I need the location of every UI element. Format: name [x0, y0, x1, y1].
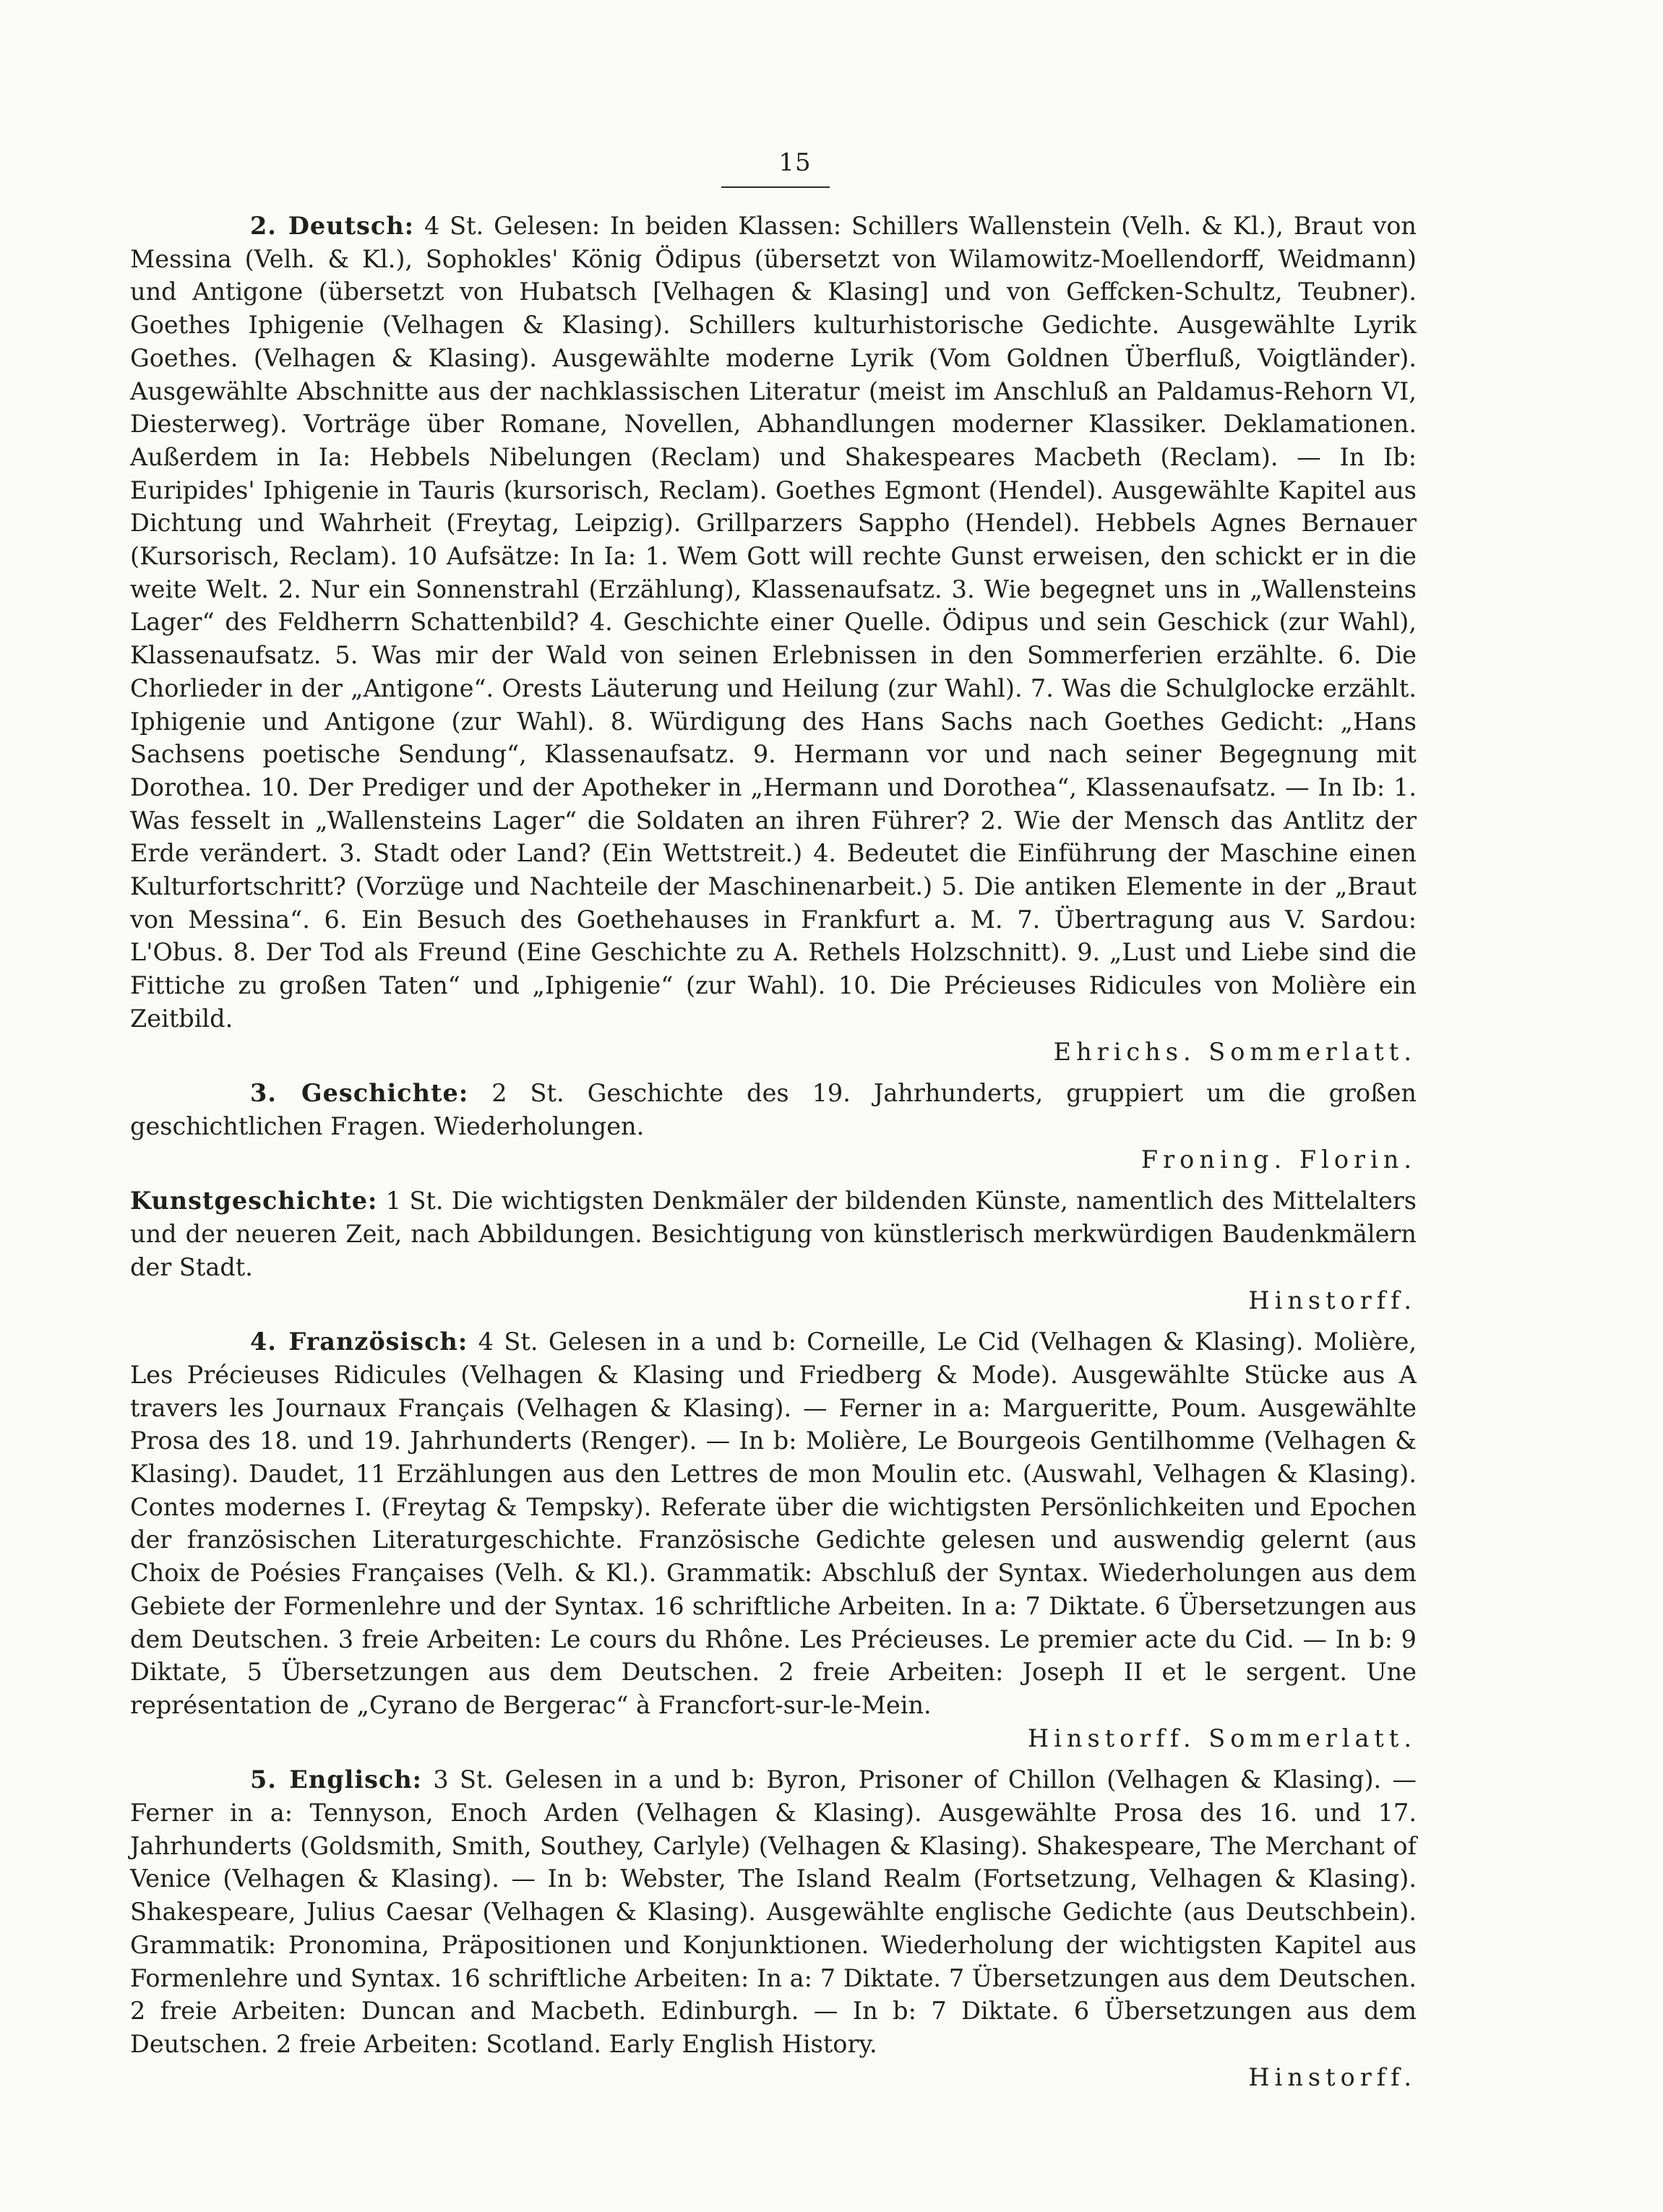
section-body: 4 St. Gelesen: In beiden Klassen: Schillers Wallenstein (Velh. & Kl.), Braut von Messina (Velh. & Kl.), Sophokles' König Ödipus (übersetzt von Wilamowitz-Moellendorff, Weidmann) und Antigone (übersetzt von Hubatsch [Velhagen & Klasing] und von Geffcken-Schultz, Teubner). Goethes Iphigenie (Velhagen & Klasing). Schillers kulturhistorische Gedichte. Ausgewählte Lyrik Goethes. (Velhagen & Klasing). Ausgewählte moderne Lyrik (Vom Goldnen Überfluß, Voigtländer). Ausgewählte Abschnitte aus der nachklassischen Literatur (meist im Anschluß an Paldamus-Rehorn VI, Diesterweg). Vorträge über Romane, Novellen, Abhandlungen moderner Klassiker. Deklamationen. Außerdem in Ia: Hebbels Nibelungen (Reclam) und Shakespeares Macbeth (Reclam). — In Ib: Euripides' Iphigenie in Tauris (kursorisch, Reclam). Goethes Egmont (Hendel). Ausgewählte Kapitel aus Dichtung und Wahrheit (Freytag, Leipzig). Grillparzers Sappho (Hendel). Hebbels Agnes Bernauer (Kursorisch, Reclam). 10 Aufsätze: In Ia: 1. Wem Gott will rechte Gunst erweisen, den schickt er in die weite Welt. 2. Nur ein Sonnenstrahl (Erzählung), Klassenaufsatz. 3. Wie begegnet uns in „Wallensteins Lager“ des Feldherrn Schattenbild? 4. Geschichte einer Quelle. Ödipus und sein Geschick (zur Wahl), Klassenaufsatz. 5. Was mir der Wald von seinen Erlebnissen in den Sommerferien erzählte. 6. Die Chorlieder in der „Antigone“. Orests Läuterung und Heilung (zur Wahl). 7. Was die Schulglocke erzählt. Iphigenie und Antigone (zur Wahl). 8. Würdigung des Hans Sachs nach Goethes Gedicht: „Hans Sachsens poetische Sendung“, Klassenaufsatz. 9. Hermann vor und nach seiner Begegnung mit Dorothea. 10. Der Prediger und der Apotheker in „Hermann und Dorothea“, Klassenaufsatz. — In Ib: 1. Was fesselt in „Wallensteins Lager“ die Soldaten an ihren Führer? 2. Wie der Mensch das Antlitz der Erde verändert. 3. Stadt oder Land? (Ein Wettstreit.) 4. Bedeutet die Einführung der Maschine einen Kulturfortschritt? (Vorzüge und Nachteile der Maschinenarbeit.) 5. Die antiken Elemente in der „Braut von Messina“. 6. Ein Besuch des Goethehauses in Frankfurt a. M. 7. Übertragung aus V. Sardou: L'Obus. 8. Der Tod als Freund (Eine Geschichte zu A. Rethels Holzschnitt). 9. „Lust und Liebe sind die Fittiche zu großen Taten“ und „Iphigenie“ (zur Wahl). 10. Die Précieuses Ridicules von Molière ein Zeitbild.: [130, 212, 1417, 1033]
section-deutsch: [130, 210, 1417, 1068]
teacher-signature: Hinstorff.: [1248, 1286, 1417, 1314]
section-heading: 2. Deutsch:: [250, 212, 415, 240]
section-geschichte: [130, 1077, 1417, 1176]
teacher-signature: Hinstorff. Sommerlatt.: [1028, 1723, 1417, 1752]
page-content: [130, 210, 1417, 2102]
section-body: 1 St. Die wichtigsten Denkmäler der bildenden Künste, namentlich des Mittelalters und der neueren Zeit, nach Abbildungen. Besichtigung von künstlerisch merkwürdigen Baudenkmälern der Stadt.: [130, 1187, 1417, 1281]
section-body: 3 St. Gelesen in a und b: Byron, Prisoner of Chillon (Velhagen & Klasing). — Ferner in a: Tennyson, Enoch Arden (Velhagen & Klasing). Ausgewählte Prosa des 16. und 17. Jahrhunderts (Goldsmith, Smith, Southey, Carlyle) (Velhagen & Klasing). Shakespeare, The Merchant of Venice (Velhagen & Klasing). — In b: Webster, The Island Realm (Fortsetzung, Velhagen & Klasing). Shakespeare, Julius Caesar (Velhagen & Klasing). Ausgewählte englische Gedichte (aus Deutschbein). Grammatik: Pronomina, Präpositionen und Konjunktionen. Wiederholung der wichtigsten Kapitel aus Formenlehre und Syntax. 16 schriftliche Arbeiten: In a: 7 Diktate. 7 Übersetzungen aus dem Deutschen. 2 freie Arbeiten: Duncan and Macbeth. Edinburgh. — In b: 7 Diktate. 6 Übersetzungen aus dem Deutschen. 2 freie Arbeiten: Scotland. Early English History.: [130, 1765, 1417, 2058]
teacher-signature: Froning. Florin.: [1140, 1145, 1417, 1174]
section-kunstgeschichte: [130, 1184, 1417, 1317]
section-englisch: [130, 1763, 1417, 2093]
section-body: 4 St. Gelesen in a und b: Corneille, Le Cid (Velhagen & Klasing). Molière, Les Précieuses Ridicules (Velhagen & Klasing und Friedberg & Mode). Ausgewählte Stücke aus A travers les Journaux Français (Velhagen & Klasing). — Ferner in a: Margueritte, Poum. Ausgewählte Prosa des 18. und 19. Jahrhunderts (Renger). — In b: Molière, Le Bourgeois Gentilhomme (Velhagen & Klasing). Daudet, 11 Erzählungen aus den Lettres de mon Moulin etc. (Auswahl, Velhagen & Klasing). Contes modernes I. (Freytag & Tempsky). Referate über die wichtigsten Persönlichkeiten und Epochen der französischen Literaturgeschichte. Französische Gedichte gelesen und auswendig gelernt (aus Choix de Poésies Françaises (Velh. & Kl.). Grammatik: Abschluß der Syntax. Wiederholungen aus dem Gebiete der Formenlehre und der Syntax. 16 schriftliche Arbeiten. In a: 7 Diktate. 6 Übersetzungen aus dem Deutschen. 3 freie Arbeiten: Le cours du Rhône. Les Précieuses. Le premier acte du Cid. — In b: 9 Diktate, 5 Übersetzungen aus dem Deutschen. 2 freie Arbeiten: Joseph II et le sergent. Une représentation de „Cyrano de Bergerac“ à Francfort-sur-le-Mein.: [130, 1327, 1417, 1719]
teacher-signature: Ehrichs. Sommerlatt.: [1053, 1037, 1417, 1066]
section-franzoesisch: [130, 1325, 1417, 1755]
page-number: 15: [778, 148, 812, 177]
section-heading: 4. Französisch:: [250, 1327, 468, 1356]
teacher-signature: Hinstorff.: [1248, 2062, 1417, 2091]
section-heading: Kunstgeschichte:: [130, 1187, 378, 1215]
page-number-rule: [721, 186, 830, 188]
section-body: 2 St. Geschichte des 19. Jahrhunderts, gruppiert um die großen geschichtlichen Fragen. Wiederholungen.: [130, 1079, 1417, 1140]
section-heading: 5. Englisch:: [250, 1765, 423, 1794]
section-heading: 3. Geschichte:: [250, 1079, 469, 1108]
